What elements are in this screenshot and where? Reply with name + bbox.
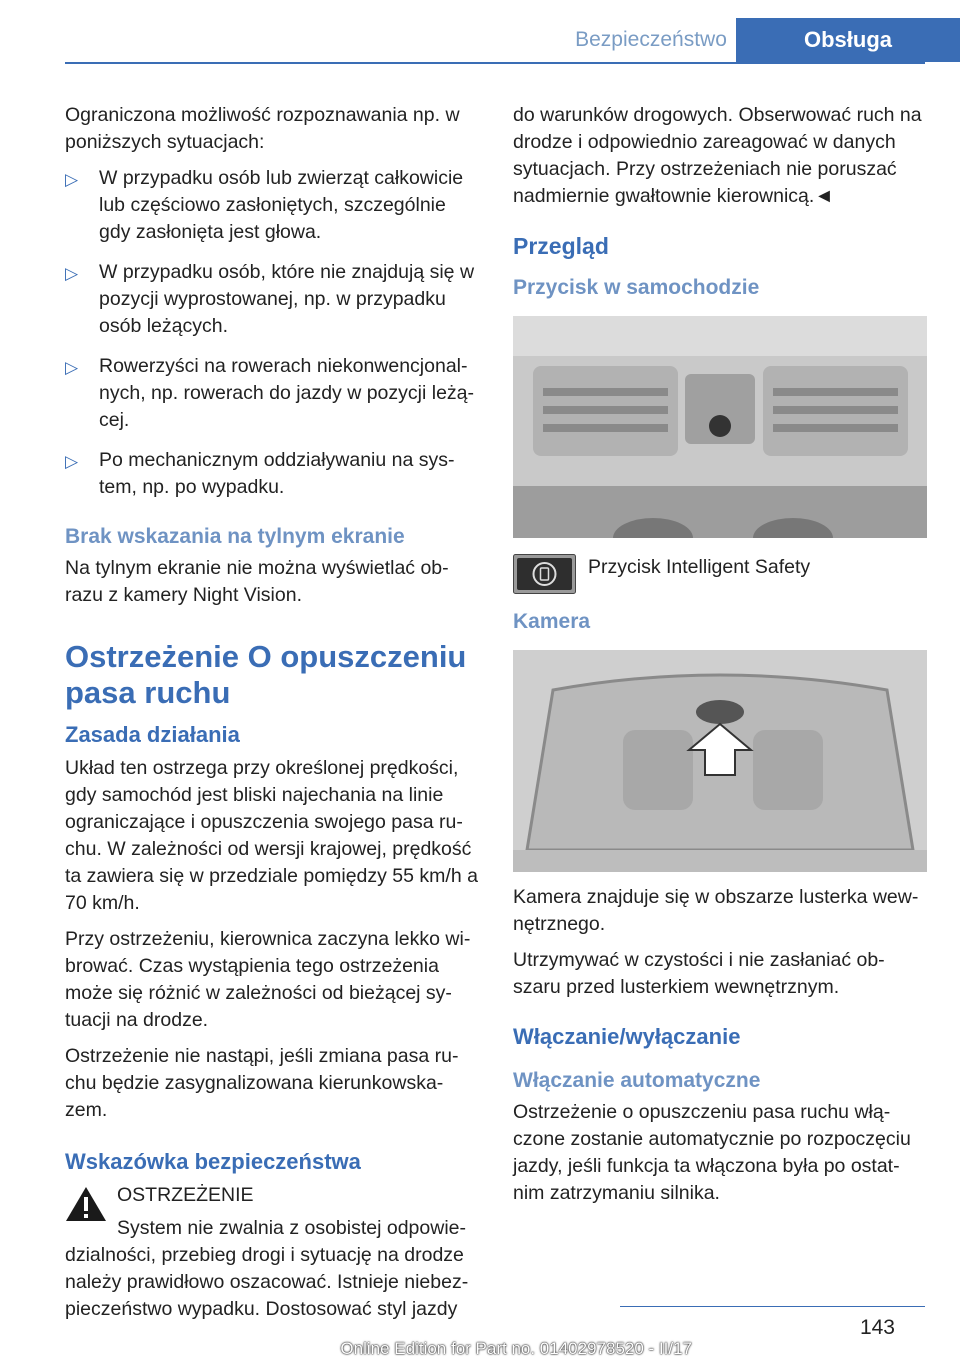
- tab-operation[interactable]: Obsługa: [736, 18, 960, 62]
- safety-heading: Wskazówka bezpieczeństwa: [65, 1149, 361, 1174]
- intelligent-safety-button-icon: [513, 554, 576, 594]
- principle-text-2: Przy ostrzeżeniu, kierownica zaczyna lekko wi‐brować. Czas wystąpienia tego ostrzeżenia może się różnić w zależności od bieżącej sy‐tuacji na drodze.: [65, 928, 471, 1031]
- page-number: 143: [859, 1316, 895, 1339]
- warning-box: [65, 1182, 479, 1323]
- camera-text-1: Kamera znajduje się w obszarze lusterka wew‐nętrznego.: [513, 886, 919, 935]
- no-display-text: Na tylnym ekranie nie można wyświetlać ob‐razu z kamery Night Vision.: [65, 557, 449, 606]
- principle-heading: Zasada działania: [65, 722, 240, 747]
- auto-text: Ostrzeżenie o opuszczeniu pasa ruchu włą‐czone zostanie automatycznie po rozpoczęciu jazdy, jeśli funkcja ta włączona była po ostat‐nim zatrzymaniu silnika.: [513, 1101, 911, 1204]
- edition-footer: Online Edition for Part no. 01402978520 - II/17: [340, 1339, 692, 1358]
- button-caption: Przycisk Intelligent Safety: [588, 556, 811, 578]
- left-column: [65, 102, 479, 1332]
- camera-photo: [513, 650, 927, 872]
- list-item: ▷ W przypadku osób, które nie znajdują się w pozycji wyprostowanej, np. w przypadku osób leżących.: [65, 261, 475, 337]
- header-tabs: [566, 18, 960, 62]
- limitation-list: [65, 165, 479, 501]
- button-caption-row: [513, 554, 927, 594]
- button-heading: Przycisk w samochodzie: [513, 276, 760, 299]
- header-rule: [65, 62, 925, 64]
- auto-heading: Włączanie automatyczne: [513, 1069, 761, 1092]
- principle-text-3: Ostrzeżenie nie nastąpi, jeśli zmiana pasa ru‐chu będzie zasygnalizowana kierunkowska‐zem.: [65, 1045, 459, 1121]
- onoff-heading: Włączanie/wyłączanie: [513, 1024, 741, 1049]
- warning-triangle-icon: [65, 1186, 107, 1222]
- warning-label: OSTRZEŻENIE: [117, 1184, 254, 1206]
- list-item: ▷ Po mechanicznym oddziaływaniu na sys‐tem, np. po wypadku.: [65, 449, 455, 498]
- no-display-heading: Brak wskazania na tylnym ekranie: [65, 525, 405, 548]
- continued-text: do warunków drogowych. Obserwować ruch na drodze i odpowiednio zareagować w danych sytuacjach. Przy ostrzeżeniach nie poruszać nadmiernie gwałtownie kierownicą.◄: [513, 104, 922, 207]
- list-item: ▷ Rowerzyści na rowerach niekonwencjonal‐nych, np. rowerach do jazdy w pozycji leżą‐cej.: [65, 355, 475, 431]
- dashboard-button-photo: [513, 316, 927, 538]
- intro-text: Ograniczona możliwość rozpoznawania np. w poniższych sytuacjach:: [65, 104, 460, 153]
- triangle-bullet-icon: ▷: [65, 358, 79, 377]
- principle-text-1: Układ ten ostrzega przy określonej prędkości, gdy samochód jest bliski najechania na linie ograniczające i opuszczenia swojego pasa ru‐chu. W zależności od wersji krajowej, prędkość ta zawiera się w przedziale pomiędzy 55 km/h a 70 km/h.: [65, 757, 478, 914]
- section-title: Ostrzeżenie O opuszczeniu pasa ruchu: [65, 639, 467, 710]
- warning-text: dzialności, przebieg drogi i sytuację na drodze należy prawidłowo oszacować. Istnieje niebez‐pieczeństwo wypadku. Dostosować styl jazdy: [65, 1244, 469, 1320]
- warning-line-1: System nie zwalnia z osobistej odpowie‐: [117, 1217, 467, 1239]
- triangle-bullet-icon: ▷: [65, 452, 79, 471]
- triangle-bullet-icon: ▷: [65, 264, 79, 283]
- overview-heading: Przegląd: [513, 233, 609, 259]
- camera-text-2: Utrzymywać w czystości i nie zasłaniać ob‐szaru przed lusterkiem wewnętrznym.: [513, 949, 885, 998]
- tab-safety[interactable]: Bezpieczeństwo: [575, 28, 727, 51]
- footer-rule: [620, 1306, 925, 1307]
- list-item: ▷ W przypadku osób lub zwierząt całkowicie lub częściowo zasłoniętych, szczególnie gdy zasłonięta jest głowa.: [65, 167, 464, 243]
- right-column: [513, 102, 927, 1216]
- triangle-bullet-icon: ▷: [65, 170, 79, 189]
- camera-heading: Kamera: [513, 610, 591, 633]
